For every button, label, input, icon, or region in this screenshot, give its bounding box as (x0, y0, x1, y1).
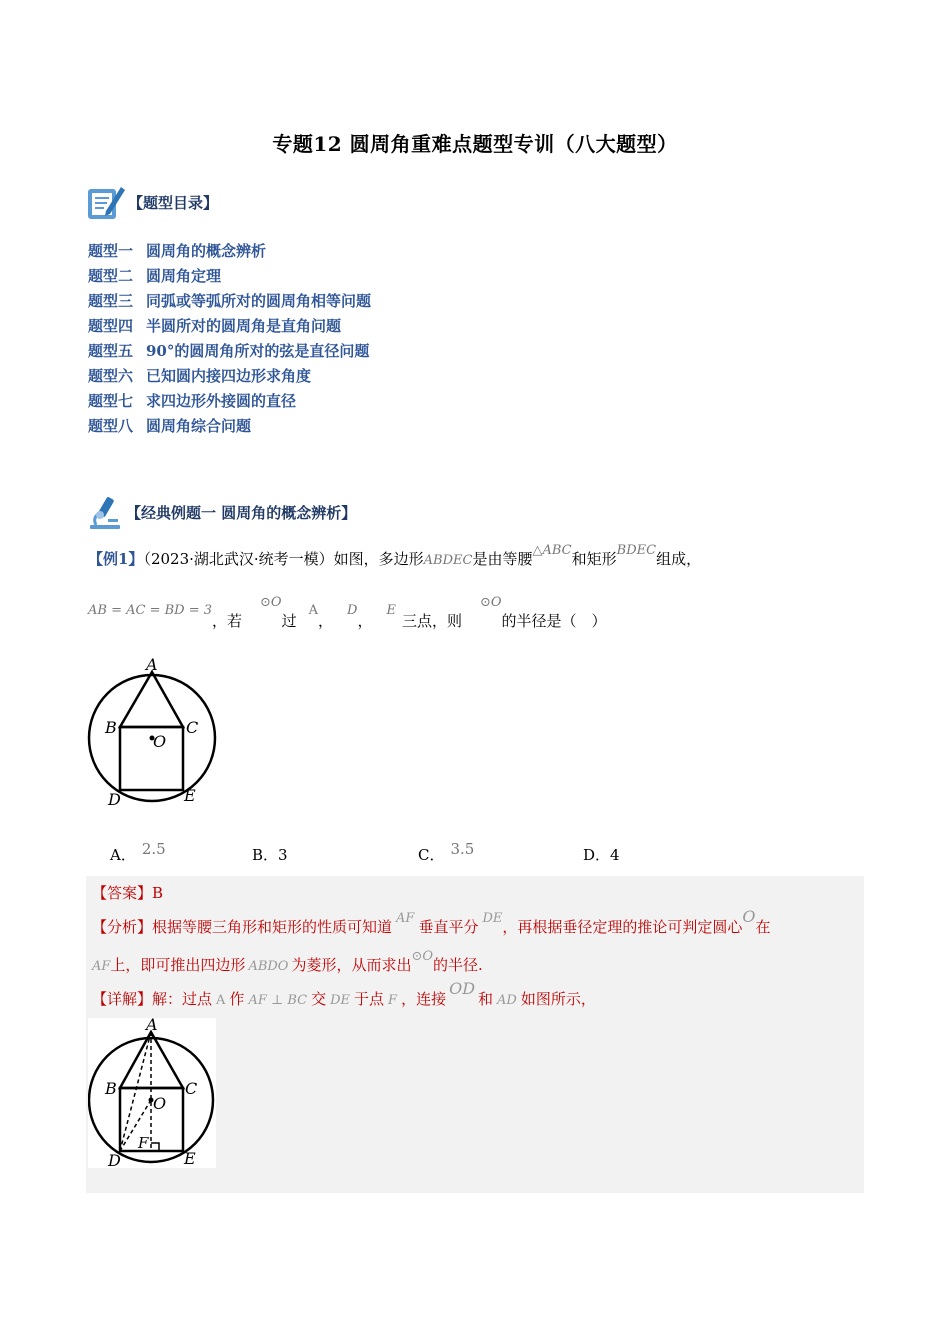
label-c: C (185, 1079, 198, 1098)
toc-list (88, 240, 371, 440)
answer-panel (86, 876, 864, 1193)
analysis-line-2: AF上，即可推出四边形 ABDO 为菱形，从而求出⊙O的半径. (92, 949, 483, 974)
question-line-1: 【例1】（2023·湖北武汉·统考一模）如图，多边形ABDEC是由等腰△ABC和矩形BDEC组成， (88, 543, 702, 568)
toc-heading-label: 【题型目录】 (128, 193, 219, 212)
option-a[interactable]: A． 2.5 (110, 840, 166, 864)
label-d: D (108, 1151, 121, 1168)
answer-line: 【答案】B (92, 884, 164, 902)
section-heading-label: 【经典例题一 圆周角的概念辨析】 (126, 503, 357, 522)
label-o: O (153, 1094, 167, 1113)
page-title: 专题12 圆周角重难点题型专训（八大题型） (272, 132, 678, 156)
toc-item[interactable]: 题型三 同弧或等弧所对的圆周角相等问题 (88, 292, 372, 310)
analysis-line-1: 【分析】根据等腰三角形和矩形的性质可知道 AF 垂直平分 DE，再根据垂径定理的推论可判定圆心O在 (92, 907, 771, 936)
question-figure (86, 655, 226, 815)
edit-note-icon (86, 183, 126, 221)
label-f: F (138, 1134, 149, 1152)
solution-figure (88, 1018, 216, 1168)
label-c: C (186, 718, 199, 737)
option-b[interactable]: B．3 (252, 846, 288, 864)
toc-item[interactable]: 题型五 90°的圆周角所对的弦是直径问题 (88, 342, 370, 360)
answer-options (0, 840, 950, 870)
question-line-2: AB = AC = BD = 3，若⊙O过A，D，E三点，则⊙O的半径是（ ） (88, 595, 607, 630)
label-b: B (105, 1079, 117, 1098)
option-c[interactable]: C． 3.5 (418, 840, 475, 864)
option-d[interactable]: D．4 (583, 846, 620, 864)
label-a: A (146, 1018, 158, 1034)
detail-line: 【详解】解：过点 A 作 AF ⊥ BC 交 DE 于点 F ，连接OD和 AD 如图所示， (92, 979, 596, 1008)
toc-item[interactable]: 题型七 求四边形外接圆的直径 (88, 392, 297, 410)
label-e: E (184, 786, 196, 805)
toc-item[interactable]: 题型四 半圆所对的圆周角是直角问题 (88, 317, 342, 335)
toc-item[interactable]: 题型一 圆周角的概念辨析 (88, 242, 267, 260)
toc-item[interactable]: 题型六 已知圆内接四边形求角度 (88, 367, 312, 385)
toc-item[interactable]: 题型八 圆周角综合问题 (88, 417, 252, 435)
section-heading (86, 492, 356, 532)
label-b: B (105, 718, 117, 737)
example-tag: 【例1】 (88, 550, 144, 568)
label-a: A (146, 655, 158, 674)
toc-heading (86, 182, 218, 222)
label-e: E (184, 1149, 196, 1168)
microscope-icon (86, 493, 126, 531)
label-d: D (108, 790, 121, 809)
toc-item[interactable]: 题型二 圆周角定理 (88, 267, 222, 285)
label-o: O (153, 732, 167, 751)
